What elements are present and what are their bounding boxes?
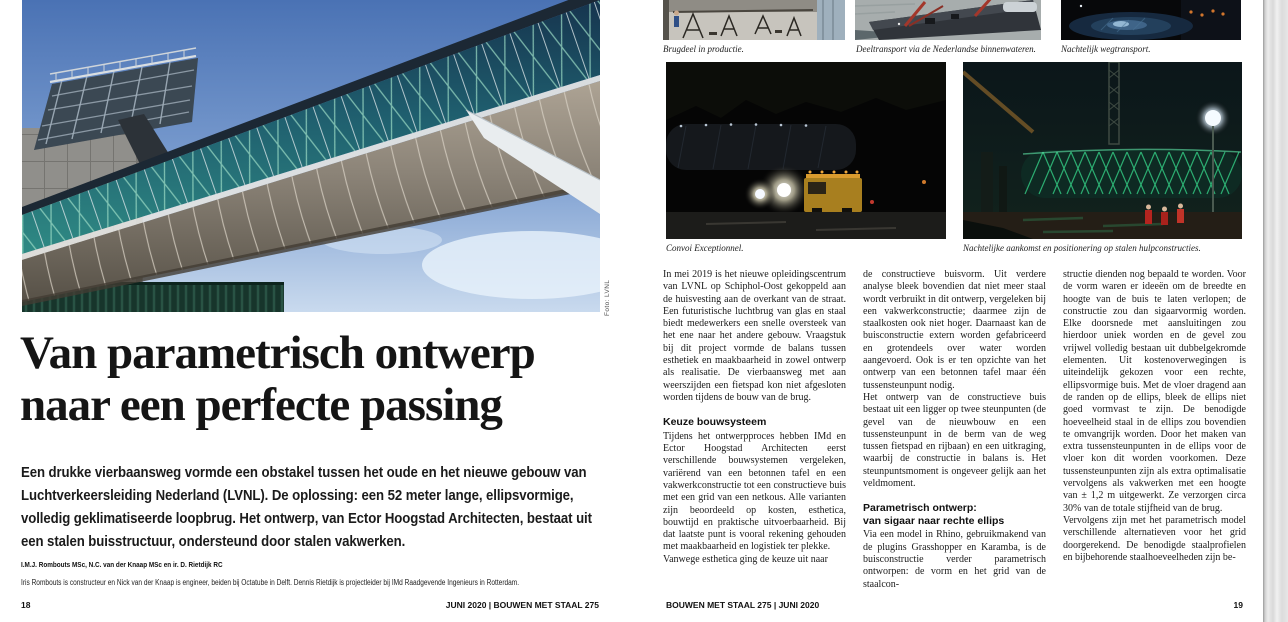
caption-convoi: Convoi Exceptionnel. [666, 243, 744, 253]
left-page-number: 18 [21, 600, 31, 610]
photo-water-transport [855, 0, 1041, 40]
col2-heading-line2: van sigaar naar rechte ellips [863, 514, 1005, 527]
photo-bridge-production [663, 0, 845, 40]
hero-photo-footbridge [22, 0, 600, 312]
col2-heading [863, 502, 1046, 527]
col1-para2: Tijdens het ontwerpproces hebben IMd en Ector Hoogstad Architecten eerst verschillende bouwsystemen vergeleken, variërend van een betonnen tafel en een vakwerkconstructie tot een constructieve buis met een grid van een netkous. Alle varianten zijn beoordeeld op kosten, esthetica, bouwtijd en praktische uitvoerbaarheid. Bij dat laatste punt is vooral rekening gehouden met maakbaarheid en logistiek ter plekke. [663, 430, 846, 553]
caption-road-transport: Nachtelijk wegtransport. [1061, 44, 1151, 54]
caption-arrival: Nachtelijke aankomst en positionering op stalen hulpconstructies. [963, 243, 1201, 253]
author-line: I.M.J. Rombouts MSc, N.C. van der Knaap MSc en ir. D. Rietdijk RC [21, 560, 223, 569]
caption-water-transport: Deeltransport via de Nederlandse binnenwateren. [856, 44, 1036, 54]
col2-heading-line1: Parametrisch ontwerp: [863, 502, 977, 515]
article-headline [20, 327, 620, 431]
author-footnote: Iris Rombouts is constructeur en Nick van der Knaap is engineer, beiden bij Octatube in Delft. Dennis Rietdijk is projectleider bij IMd Raadgevende Ingenieurs in Rotterdam. [21, 578, 520, 587]
article-column-3 [1063, 269, 1246, 599]
page-edge [1263, 0, 1288, 622]
col3-para2: Vervolgens zijn met het parametrisch model verschillende alternatieven voor het grid doorgerekend. De benodigde staalprofielen en bijbehorende staalhoeveelheden zijn be- [1063, 514, 1246, 563]
article-column-2 [863, 269, 1046, 599]
left-page-footer [21, 600, 599, 610]
article-intro: Een drukke vierbaansweg vormde een obstakel tussen het oude en het nieuwe gebouw van Luchtverkeersleiding Nederland (LVNL). De oplossing: een 52 meter lange, ellipsvormige, volledig geklimatiseerde loopbrug. Het ontwerp, van Ector Hoogstad Architecten, bestaat uit een stalen buisstructuur, ondersteund door stalen vakwerken. [21, 464, 592, 550]
headline-line-2: naar een perfecte passing [20, 379, 502, 431]
right-footer-text: BOUWEN MET STAAL 275 | JUNI 2020 [666, 600, 820, 610]
photo-credit: Foto: LVNL [604, 279, 611, 316]
col2-para3: Via een model in Rhino, gebruikmakend van de plugins Grasshopper en Karamba, is de buisconstructie verder parametrisch ontworpen: de vorm en het grid van de staalcon- [863, 529, 1046, 590]
col1-heading: Keuze bouwsysteem [663, 416, 767, 429]
col3-para1: structie dienden nog bepaald te worden. Voor de vorm waren er ideeën om de breedte en hoogte van de buis te laten verlopen; de constructie zou dan sigaarvormig worden. Elke doorsnede met aansluitingen zou hierdoor uniek worden en de gevel zou vrijwel volledig bestaan uit dubbelgekromde elementen. Uit kostenoverwegingen is uiteindelijk gekozen voor een rechte, ellipsvormige buis. Met de vloer dragend aan de randen op de ellips, bleek de ellips niet goed vormvast te zijn. De benodigde hoeveelheid staal in de ellips zou bovendien te omvangrijk worden. Door het maken van extra tussensteunpunten in de ellips voor de vloer kon dit worden voorkomen. Deze tussensteunpunten zijn als extra optimalisatie vervolgens als vakwerken met een hoogte van ± 1,2 m uitgewerkt. Ze verzorgen circa 30% van de totale stijfheid van de brug. [1063, 269, 1246, 514]
left-footer-text: JUNI 2020 | BOUWEN MET STAAL 275 [445, 600, 599, 610]
col1-para3: Vanwege esthetica ging de keuze uit naar [663, 553, 828, 565]
headline-line-1: Van parametrisch ontwerp [20, 327, 535, 379]
right-page-footer [666, 600, 1243, 610]
col2-para1: de constructieve buisvorm. Uit verdere analyse bleek bovendien dat niet meer staal wordt verbruikt in dit ontwerp, vergeleken bij een vakwerkconstructie; daarmee zijn de staalkosten ook niet hoger. Daarnaast kan de buisconstructie extern worden gefabriceerd en grotendeels over water worden aangevoerd. Ook is er ten opzichte van het ontwerp van een betonnen tafel maar één tussensteunpunt nodig. [863, 269, 1046, 391]
photo-convoi-exceptionnel [666, 62, 946, 239]
photo-night-arrival [963, 62, 1242, 239]
col2-para2: Het ontwerp van de constructieve buis bestaat uit een ligger op twee steunpunten (de gevel van de nieuwbouw en een tussensteunpunt in de berm van de weg tussen fietspad en rijbaan) en een uitkraging, waarbij de constructie in balans is. Het steunpuntsmoment is ongeveer gelijk aan het veldmoment. [863, 391, 1046, 490]
right-page-number: 19 [1233, 600, 1243, 610]
photo-night-road-transport [1061, 0, 1241, 40]
caption-production: Brugdeel in productie. [663, 44, 744, 54]
col1-para1: In mei 2019 is het nieuwe opleidingscentrum van LVNL op Schiphol-Oost gekoppeld aan de huisvesting aan de overkant van de straat. Een futuristische luchtbrug van glas en staal biedt medewerkers een snelle oversteek van het ene naar het andere gebouw. Vraagstuk bij dit project vormde de balans tussen esthetiek en maakbaarheid in zowel ontwerp als realisatie. De vierbaansweg met aan weerszijden een fietspad kon niet afgesloten worden tijdens de bouw van de brug. [663, 269, 846, 403]
article-column-1 [663, 269, 846, 599]
